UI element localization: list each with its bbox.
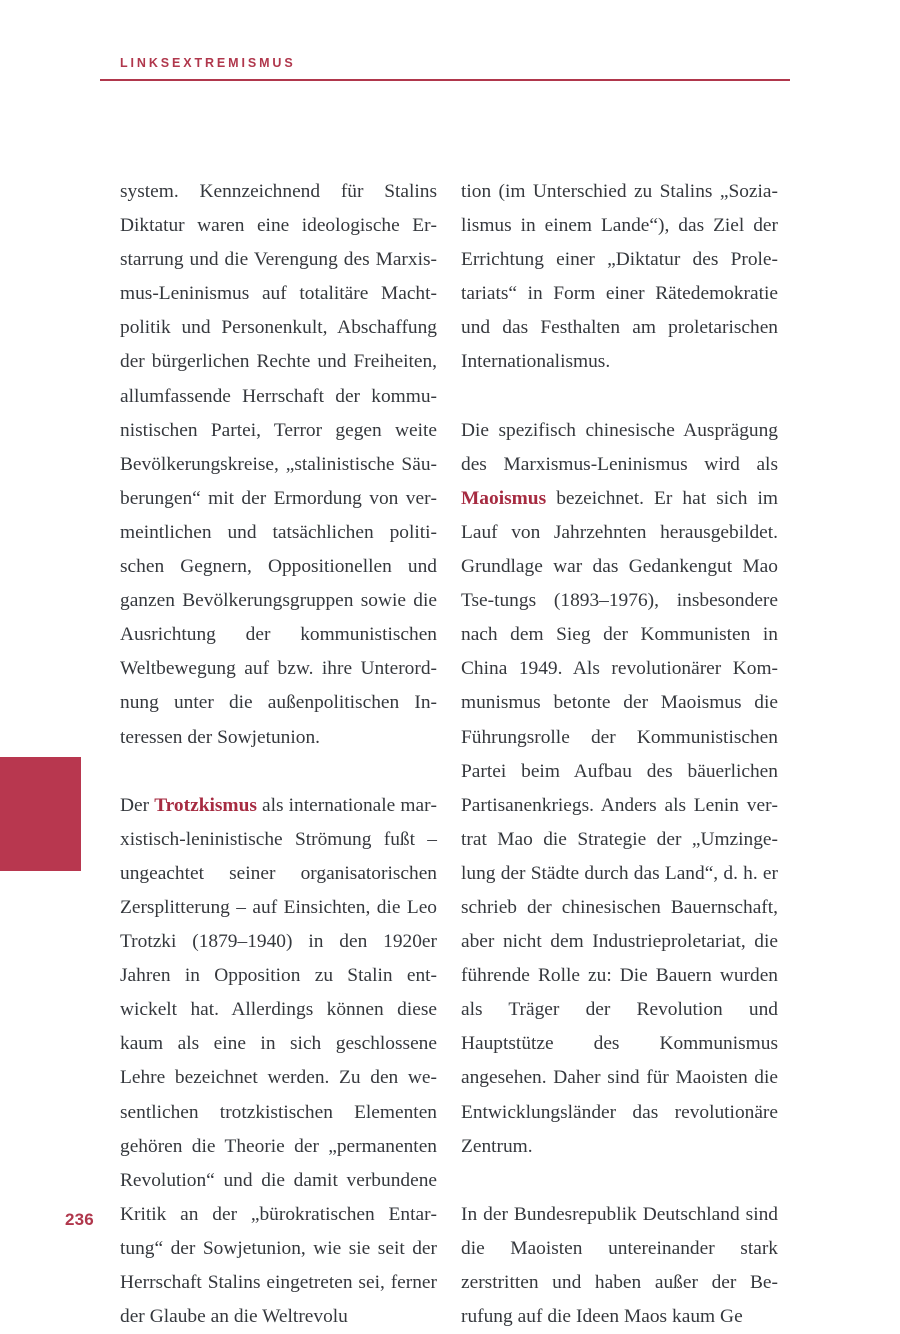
section-marker-tab <box>0 757 81 871</box>
header-rule-divider <box>100 79 790 81</box>
paragraph-para-weltrevolution-cont: tion (im Unterschied zu Stalins „Sozialismus in einem Lande“), das Ziel der Errichtung einer „Diktatur des Proletariats“ in Form einer Rätedemokratie und das Festhalten am proletarischen Internationalismus. <box>461 181 778 373</box>
key-term: Maoismus <box>461 487 547 509</box>
body-columns <box>120 175 778 1328</box>
key-term: Trotzkismus <box>154 794 257 816</box>
paragraph-para-maoismus: Die spezifisch chinesische Ausprägung des Marxismus-Leninismus wird als Maoismus bezeichnet. Er hat sich im Lauf von Jahrzehnten herausgebildet. Grundlage war das Gedankengut Mao Tse-tungs (1893–1976), insbesondere nach dem Sieg der Kommunisten in China 1949. Als revolutionärer Kommunismus betonte der Maoismus die Führungsrolle der Kommunistischen Partei beim Aufbau des bäuerlichen Partisanenkriegs. Anders als Lenin vertrat Mao die Strategie der „Umzingelung der Städte durch das Land“, d. h. er schrieb der chinesischen Bauernschaft, aber nicht dem Industrieproletariat, die führende Rolle zu: Die Bauern wurden als Träger der Revolution und Hauptstütze des Kommunismus angesehen. Daher sind für Maoisten die Entwicklungsländer das revolutionäre Zentrum. <box>461 419 778 1157</box>
text-column-right <box>461 175 778 1334</box>
page-number: 236 <box>65 1210 94 1229</box>
text-column-left <box>120 175 437 1334</box>
running-head: LINKSEXTREMISMUS <box>120 56 296 70</box>
paragraph-para-bundesrepublik: In der Bundesrepublik Deutschland sind die Maoisten untereinander stark zerstritten und haben außer der Berufung auf die Ideen Maos kaum Ge <box>461 1203 778 1328</box>
paragraph-para-trotzkismus: Der Trotzkismus als internationale marxistisch-leninistische Strömung fußt – ungeachtet seiner organisatorischen Zersplitterung – auf Einsichten, die Leo Trotzki (1879–1940) in den 1920er Jahren in Opposition zu Stalin entwickelt hat. Allerdings können diese kaum als eine in sich geschlossene Lehre bezeichnet werden. Zu den wesentlichen trotzkistischen Elementen gehören die Theorie der „permanenten Revolution“ und die damit verbundene Kritik an der „bürokratischen Entartung“ der Sowjetunion, wie sie seit der Herrschaft Stalins eingetreten sei, ferner der Glaube an die Weltrevolu <box>120 794 437 1328</box>
paragraph-para-stalin-diktatur: system. Kennzeichnend für Stalins Diktatur waren eine ideologische Erstarrung und die Verengung des Marxismus-Leninismus auf totalitäre Machtpolitik und Personenkult, Abschaffung der bürgerlichen Rechte und Freiheiten, allumfassende Herrschaft der kommunistischen Partei, Terror gegen weite Bevölkerungskreise, „stalinistische Säuberungen“ mit der Ermordung von vermeintlichen und tatsächlichen politischen Gegnern, Oppositionellen und ganzen Bevölkerungsgruppen sowie die Ausrichtung der kommunistischen Weltbewegung auf bzw. ihre Unterordnung unter die außenpolitischen Interessen der Sowjetunion. <box>120 181 437 748</box>
